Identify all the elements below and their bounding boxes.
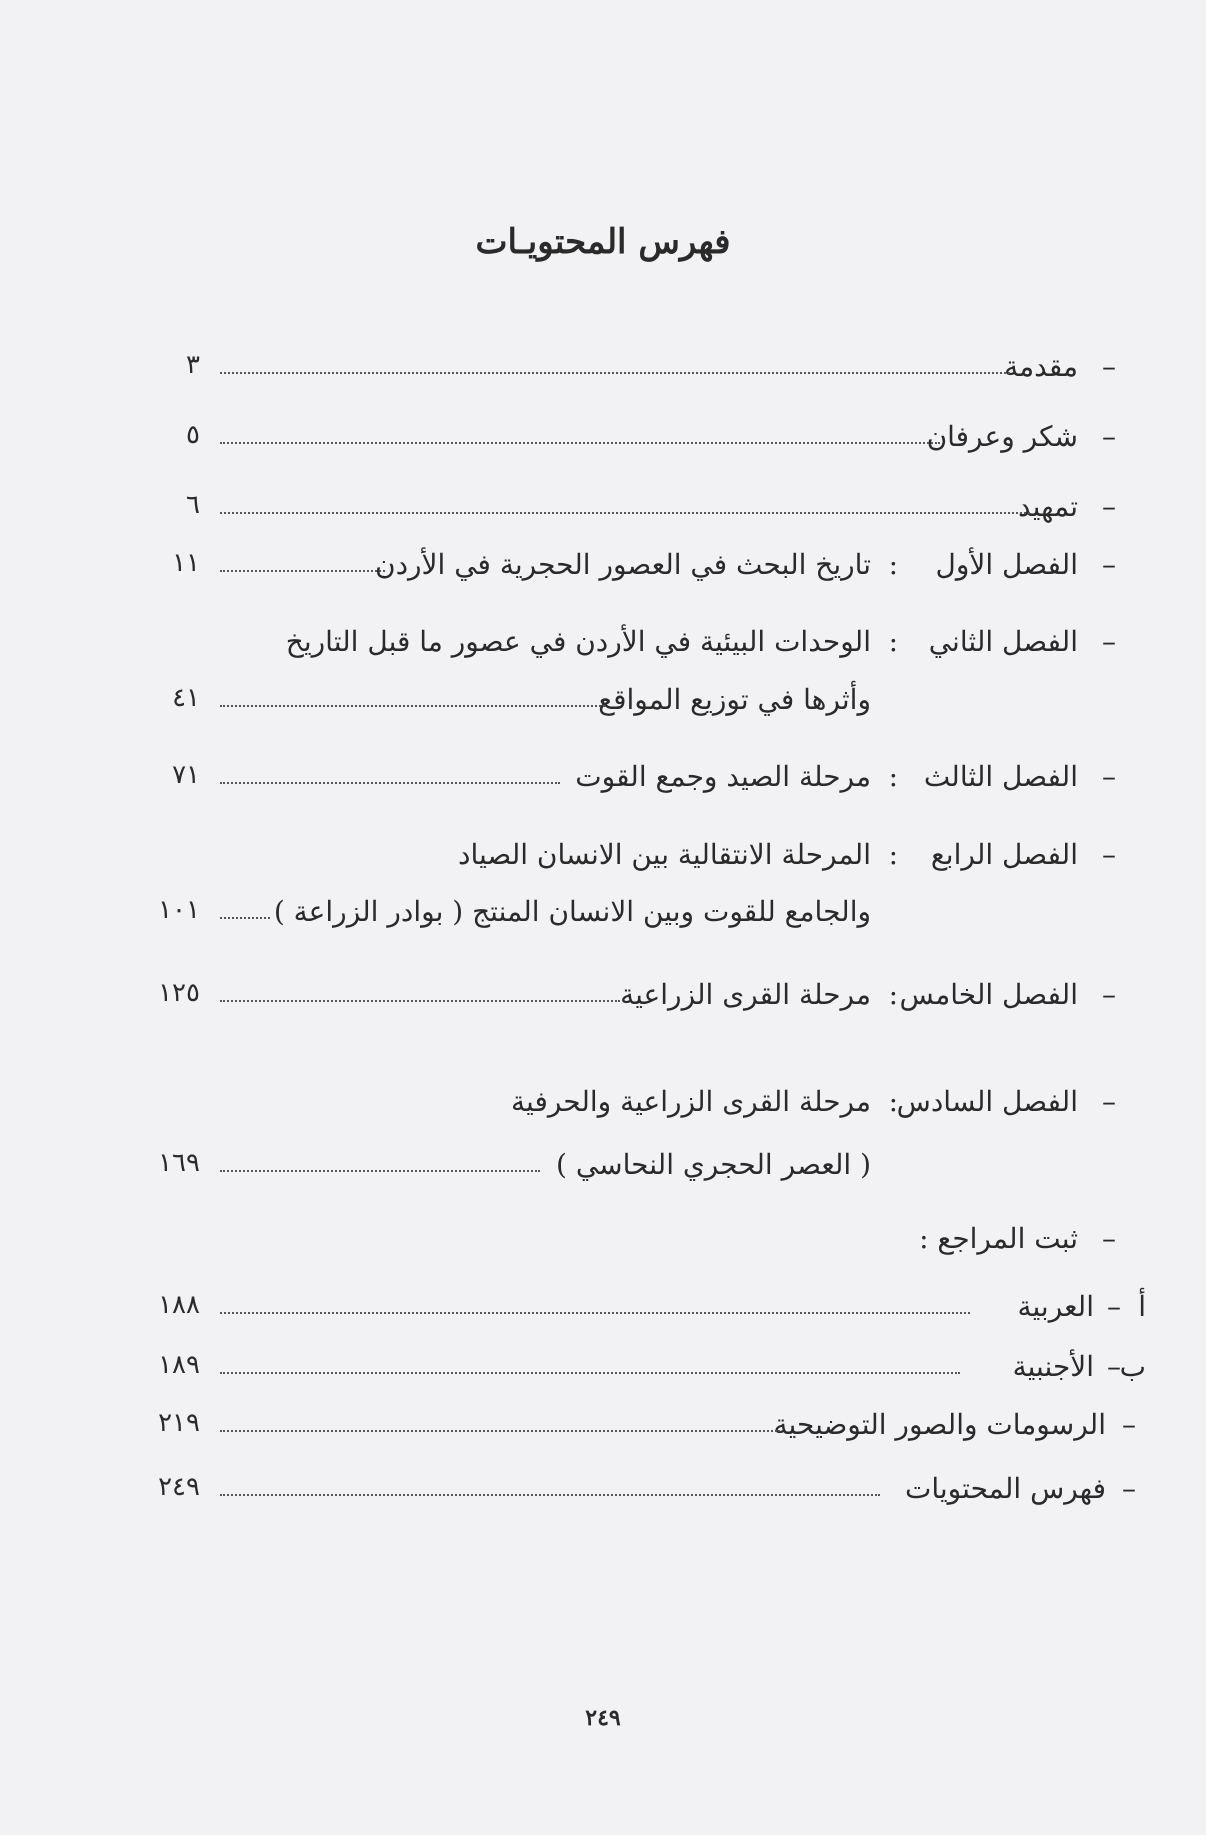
entry-dash: –	[1102, 625, 1116, 658]
toc-entry-chapter-2-continued	[0, 683, 1206, 723]
toc-entry-references	[0, 1222, 1206, 1262]
toc-entry-contents	[0, 1472, 1206, 1512]
entry-colon: :	[888, 760, 898, 793]
page-number: ١٨٩	[158, 1350, 200, 1380]
entry-dash: –	[1102, 420, 1116, 453]
leader-dots	[220, 917, 270, 919]
leader-dots	[220, 1372, 960, 1374]
entry-label: الفصل الثالث	[923, 760, 1078, 793]
leader-dots	[220, 570, 385, 572]
toc-entry-chapter-1	[0, 548, 1206, 588]
entry-dash: –	[1102, 490, 1116, 523]
toc-entry-chapter-4-continued	[0, 895, 1206, 935]
entry-description: والجامع للقوت وبين الانسان المنتج ( بوادر الزراعة )	[273, 895, 871, 928]
entry-description: الوحدات البيئية في الأردن في عصور ما قبل التاريخ	[285, 625, 871, 658]
entry-description: المرحلة الانتقالية بين الانسان الصياد	[457, 838, 871, 871]
page-number: ١١	[172, 548, 200, 578]
entry-dash: –	[1102, 1085, 1116, 1118]
page-number: ٦	[186, 490, 200, 520]
page-number: ٥	[186, 420, 200, 450]
entry-dash: –	[1107, 1290, 1121, 1323]
entry-label: الأجنبية	[1012, 1350, 1094, 1383]
entry-description: مرحلة القرى الزراعية والحرفية	[510, 1085, 871, 1118]
toc-entry-introduction	[0, 350, 1206, 390]
leader-dots	[220, 1170, 540, 1172]
entry-label: الفصل الأول	[935, 548, 1078, 581]
entry-label: العربية	[1017, 1290, 1094, 1323]
toc-entry-chapter-2	[0, 625, 1206, 665]
entry-label: الرسومات والصور التوضيحية	[773, 1408, 1106, 1441]
entry-prefix: ب	[1119, 1350, 1146, 1383]
entry-description: وأثرها في توزيع المواقع	[598, 683, 871, 716]
entry-prefix: أ	[1138, 1290, 1146, 1323]
toc-entry-chapter-6	[0, 1085, 1206, 1125]
entry-description: ( العصر الحجري النحاسي )	[556, 1148, 871, 1181]
entry-label: شكر وعرفان	[926, 420, 1078, 453]
entry-dash: –	[1122, 1408, 1136, 1441]
leader-dots	[220, 1430, 780, 1432]
leader-dots	[220, 512, 1030, 514]
page-footer-number: ٢٤٩	[585, 1705, 621, 1731]
toc-entry-references-foreign	[0, 1350, 1206, 1390]
leader-dots	[220, 705, 605, 707]
entry-dash: –	[1102, 760, 1116, 793]
page-title: فهرس المحتويـات	[475, 222, 731, 262]
toc-entry-illustrations	[0, 1408, 1206, 1448]
entry-dash: –	[1102, 838, 1116, 871]
entry-dash: –	[1102, 1222, 1116, 1255]
leader-dots	[220, 782, 560, 784]
entry-colon: :	[888, 625, 898, 658]
leader-dots	[220, 372, 1010, 374]
entry-colon: :	[888, 838, 898, 871]
toc-entry-chapter-4	[0, 838, 1206, 878]
toc-entry-acknowledgments	[0, 420, 1206, 460]
leader-dots	[220, 1494, 880, 1496]
leader-dots	[220, 1000, 620, 1002]
page-number: ١٠١	[158, 895, 200, 925]
entry-dash: –	[1122, 1472, 1136, 1505]
toc-entry-preface	[0, 490, 1206, 530]
entry-colon: :	[888, 1085, 898, 1118]
entry-description: مرحلة القرى الزراعية	[620, 978, 871, 1011]
entry-colon: :	[888, 978, 898, 1011]
entry-colon: :	[888, 548, 898, 581]
toc-entry-chapter-5	[0, 978, 1206, 1018]
page-number: ٢٤٩	[158, 1472, 200, 1502]
entry-dash: –	[1102, 978, 1116, 1011]
toc-entry-chapter-3	[0, 760, 1206, 800]
entry-label: مقدمة	[1004, 350, 1078, 383]
entry-label: ثبت المراجع :	[919, 1222, 1078, 1255]
leader-dots	[220, 1312, 970, 1314]
page-number: ٣	[186, 350, 200, 380]
entry-label: الفصل الخامس	[899, 978, 1078, 1011]
entry-label: فهرس المحتويات	[905, 1472, 1106, 1505]
entry-dash: –	[1102, 548, 1116, 581]
page-number: ١٦٩	[158, 1148, 200, 1178]
entry-label: تمهيد	[1017, 490, 1078, 523]
leader-dots	[220, 442, 940, 444]
page-number: ٤١	[172, 683, 200, 713]
page-number: ٢١٩	[158, 1408, 200, 1438]
entry-dash: –	[1107, 1350, 1121, 1383]
page-number: ١٢٥	[158, 978, 200, 1008]
entry-label: الفصل السادس	[896, 1085, 1078, 1118]
entry-dash: –	[1102, 350, 1116, 383]
page-number: ١٨٨	[158, 1290, 200, 1320]
page-number: ٧١	[172, 760, 200, 790]
toc-entry-references-arabic	[0, 1290, 1206, 1330]
entry-description: مرحلة الصيد وجمع القوت	[575, 760, 871, 793]
entry-label: الفصل الثاني	[928, 625, 1078, 658]
entry-description: تاريخ البحث في العصور الحجرية في الأردن	[375, 548, 871, 581]
toc-entry-chapter-6-continued	[0, 1148, 1206, 1188]
entry-label: الفصل الرابع	[930, 838, 1078, 871]
